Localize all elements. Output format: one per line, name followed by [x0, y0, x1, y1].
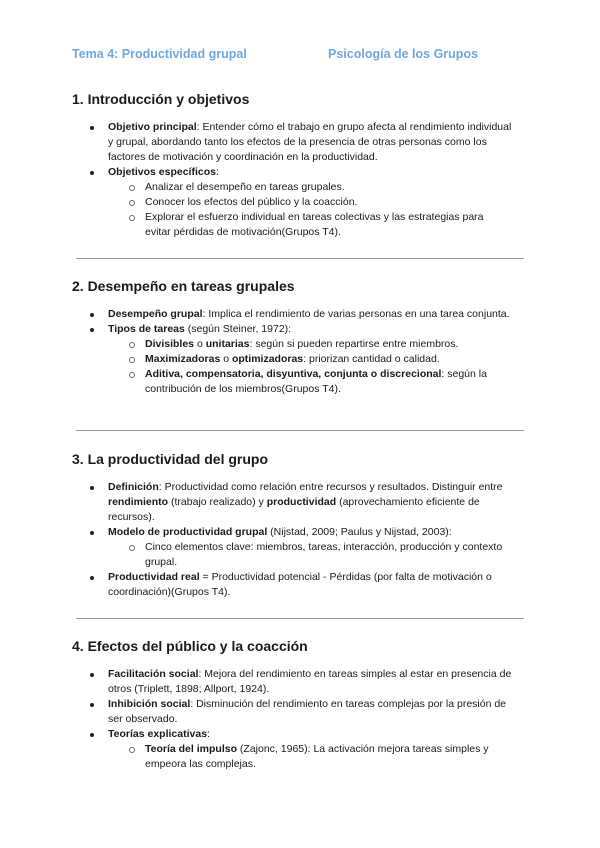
text: (según Steiner, 1972): — [184, 323, 292, 335]
text: : priorizan cantidad o calidad. — [303, 353, 440, 365]
header-course: Psicología de los Grupos — [328, 47, 479, 61]
bold-term: Productividad real — [108, 571, 200, 583]
text: : según la contribución de los miembros(Grupos T4). — [145, 368, 487, 395]
header-topic: Tema 4: Productividad grupal — [72, 47, 247, 61]
text: Explorar el esfuerzo individual en tareas colectivas y las estrategias para evitar pérdidas de motivación(Grupos T4). — [145, 211, 484, 238]
text: (Zajonc, 1965): La activación mejora tareas simples y empeora las complejas. — [145, 743, 489, 770]
text: o — [194, 338, 206, 350]
bold-term: unitarias — [205, 338, 250, 350]
text: (aprovechamiento eficiente de recursos). — [108, 496, 480, 523]
section-heading: 4. Efectos del público y la coacción — [72, 638, 308, 654]
section-heading: 2. Desempeño en tareas grupales — [72, 278, 295, 294]
section-1 — [72, 90, 512, 240]
bold-term: Teoría del impulso — [145, 743, 237, 755]
bold-term: Objetivos específicos — [108, 166, 216, 178]
text: : — [207, 728, 210, 740]
list-item — [72, 120, 512, 165]
text: Conocer los efectos del público y la coacción. — [145, 196, 358, 208]
sub-list-item — [72, 540, 512, 570]
text: (Nijstad, 2009; Paulus y Nijstad, 2003): — [267, 526, 452, 538]
bold-term: Teorías explicativas — [108, 728, 208, 740]
text: : — [215, 166, 219, 178]
text: : Implica el rendimiento de varias personas en una tarea conjunta. — [202, 308, 510, 320]
section-4 — [72, 637, 512, 772]
sub-list-item — [72, 352, 512, 367]
sub-list-item — [72, 742, 512, 772]
bullet-list — [72, 480, 512, 600]
bold-term: Objetivo principal — [108, 121, 197, 133]
list-item — [72, 480, 512, 525]
bold-term: Modelo de productividad grupal — [108, 526, 268, 538]
sub-list-item — [72, 195, 512, 210]
bullet-list — [72, 667, 512, 772]
text: Analizar el desempeño en tareas grupales. — [145, 181, 345, 193]
divider — [76, 618, 524, 619]
sub-list-item — [72, 210, 512, 240]
bold-term: rendimiento — [108, 496, 169, 508]
bold-term: Desempeño grupal — [108, 308, 203, 320]
sub-list-item — [72, 337, 512, 352]
text: : según si pueden repartirse entre miembros. — [249, 338, 459, 350]
section-3 — [72, 450, 512, 600]
section-heading: 3. La productividad del grupo — [72, 451, 269, 467]
divider — [76, 258, 524, 259]
text: = Productividad potencial - Pérdidas (por falta de motivación o coordinación)(Grupos T4). — [108, 571, 492, 598]
sub-list-item — [72, 180, 512, 195]
list-item — [72, 307, 512, 322]
sub-list-item — [72, 367, 512, 397]
bold-term: Definición — [108, 481, 159, 493]
bullet-list — [72, 120, 512, 240]
bold-term: Facilitación social — [108, 668, 199, 680]
bullet-list — [72, 307, 512, 397]
bold-term: Divisibles — [145, 338, 195, 350]
list-item — [72, 165, 512, 180]
bold-term: Aditiva, compensatoria, disyuntiva, conjunta o discrecional — [145, 368, 442, 380]
text: : Productividad como relación entre recursos y resultados. Distinguir entre — [158, 481, 503, 493]
section-2 — [72, 277, 512, 397]
list-item — [72, 697, 512, 727]
bold-term: Tipos de tareas — [108, 323, 185, 335]
text: Cinco elementos clave: miembros, tareas, interacción, producción y contexto grupal. — [145, 541, 503, 568]
bold-term: optimizadoras — [231, 353, 304, 365]
list-item — [72, 727, 512, 742]
text: : Mejora del rendimiento en tareas simples al estar en presencia de otros (Triplett, 1898; Allport, 1924). — [108, 668, 512, 695]
list-item — [72, 570, 512, 600]
bold-term: productividad — [266, 496, 337, 508]
list-item — [72, 525, 512, 540]
text: : Disminución del rendimiento en tareas complejas por la presión de ser observado. — [108, 698, 507, 725]
section-heading: 1. Introducción y objetivos — [72, 91, 250, 107]
bold-term: Maximizadoras — [145, 353, 221, 365]
text: o — [220, 353, 232, 365]
divider — [76, 430, 524, 431]
text: : Entender cómo el trabajo en grupo afecta al rendimiento individual y grupal, abordando tanto los efectos de la presencia de otras personas como los factores de motivación y coordinación en la productividad. — [108, 121, 512, 163]
text: (trabajo realizado) y — [168, 496, 267, 508]
bold-term: Inhibición social — [108, 698, 191, 710]
list-item — [72, 322, 512, 337]
list-item — [72, 667, 512, 697]
